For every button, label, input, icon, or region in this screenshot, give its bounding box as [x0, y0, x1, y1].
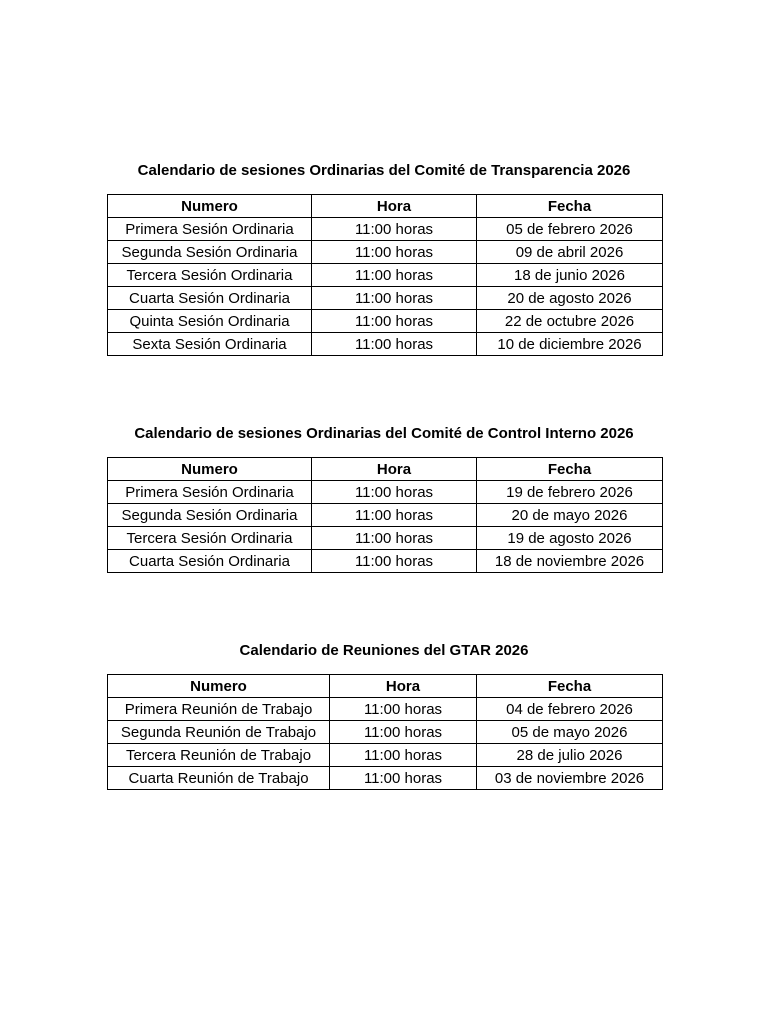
table-row	[108, 241, 663, 264]
table-row	[108, 698, 663, 721]
table-row	[108, 333, 663, 356]
column-header-hora: Hora	[312, 458, 477, 481]
transparencia-table	[107, 194, 663, 356]
numero-cell: Primera Sesión Ordinaria	[108, 481, 312, 504]
hora-cell: 11:00 horas	[330, 744, 477, 767]
table-row	[108, 504, 663, 527]
column-header-numero: Numero	[108, 458, 312, 481]
numero-cell: Tercera Reunión de Trabajo	[108, 744, 330, 767]
fecha-cell: 03 de noviembre 2026	[477, 767, 663, 790]
table-row	[108, 218, 663, 241]
hora-cell: 11:00 horas	[312, 504, 477, 527]
numero-cell: Segunda Sesión Ordinaria	[108, 241, 312, 264]
fecha-cell: 20 de mayo 2026	[477, 504, 663, 527]
table-row	[108, 527, 663, 550]
table-row	[108, 287, 663, 310]
table-header-row	[108, 458, 663, 481]
column-header-hora: Hora	[312, 195, 477, 218]
control-interno-title: Calendario de sesiones Ordinarias del Comité de Control Interno 2026	[134, 425, 634, 442]
fecha-cell: 05 de mayo 2026	[477, 721, 663, 744]
table-header-row	[108, 675, 663, 698]
fecha-cell: 05 de febrero 2026	[477, 218, 663, 241]
table-row	[108, 264, 663, 287]
gtar-title: Calendario de Reuniones del GTAR 2026	[239, 642, 529, 659]
numero-cell: Primera Reunión de Trabajo	[108, 698, 330, 721]
hora-cell: 11:00 horas	[312, 310, 477, 333]
numero-cell: Cuarta Sesión Ordinaria	[108, 287, 312, 310]
hora-cell: 11:00 horas	[330, 721, 477, 744]
numero-cell: Cuarta Reunión de Trabajo	[108, 767, 330, 790]
numero-cell: Segunda Sesión Ordinaria	[108, 504, 312, 527]
fecha-cell: 19 de agosto 2026	[477, 527, 663, 550]
hora-cell: 11:00 horas	[312, 333, 477, 356]
numero-cell: Quinta Sesión Ordinaria	[108, 310, 312, 333]
table-row	[108, 481, 663, 504]
table-row	[108, 767, 663, 790]
column-header-numero: Numero	[108, 675, 330, 698]
hora-cell: 11:00 horas	[330, 698, 477, 721]
fecha-cell: 18 de noviembre 2026	[477, 550, 663, 573]
fecha-cell: 04 de febrero 2026	[477, 698, 663, 721]
table-row	[108, 744, 663, 767]
hora-cell: 11:00 horas	[312, 218, 477, 241]
numero-cell: Primera Sesión Ordinaria	[108, 218, 312, 241]
table-row	[108, 550, 663, 573]
hora-cell: 11:00 horas	[312, 241, 477, 264]
numero-cell: Sexta Sesión Ordinaria	[108, 333, 312, 356]
fecha-cell: 20 de agosto 2026	[477, 287, 663, 310]
numero-cell: Tercera Sesión Ordinaria	[108, 264, 312, 287]
fecha-cell: 09 de abril 2026	[477, 241, 663, 264]
table-header-row	[108, 195, 663, 218]
hora-cell: 11:00 horas	[330, 767, 477, 790]
numero-cell: Segunda Reunión de Trabajo	[108, 721, 330, 744]
column-header-numero: Numero	[108, 195, 312, 218]
fecha-cell: 19 de febrero 2026	[477, 481, 663, 504]
hora-cell: 11:00 horas	[312, 527, 477, 550]
hora-cell: 11:00 horas	[312, 264, 477, 287]
column-header-fecha: Fecha	[477, 675, 663, 698]
fecha-cell: 28 de julio 2026	[477, 744, 663, 767]
column-header-fecha: Fecha	[477, 195, 663, 218]
column-header-fecha: Fecha	[477, 458, 663, 481]
fecha-cell: 22 de octubre 2026	[477, 310, 663, 333]
column-header-hora: Hora	[330, 675, 477, 698]
fecha-cell: 18 de junio 2026	[477, 264, 663, 287]
numero-cell: Cuarta Sesión Ordinaria	[108, 550, 312, 573]
fecha-cell: 10 de diciembre 2026	[477, 333, 663, 356]
gtar-table	[107, 674, 663, 790]
numero-cell: Tercera Sesión Ordinaria	[108, 527, 312, 550]
table-row	[108, 310, 663, 333]
table-row	[108, 721, 663, 744]
transparencia-title: Calendario de sesiones Ordinarias del Comité de Transparencia 2026	[137, 162, 631, 179]
hora-cell: 11:00 horas	[312, 481, 477, 504]
hora-cell: 11:00 horas	[312, 550, 477, 573]
hora-cell: 11:00 horas	[312, 287, 477, 310]
control-interno-table	[107, 457, 663, 573]
